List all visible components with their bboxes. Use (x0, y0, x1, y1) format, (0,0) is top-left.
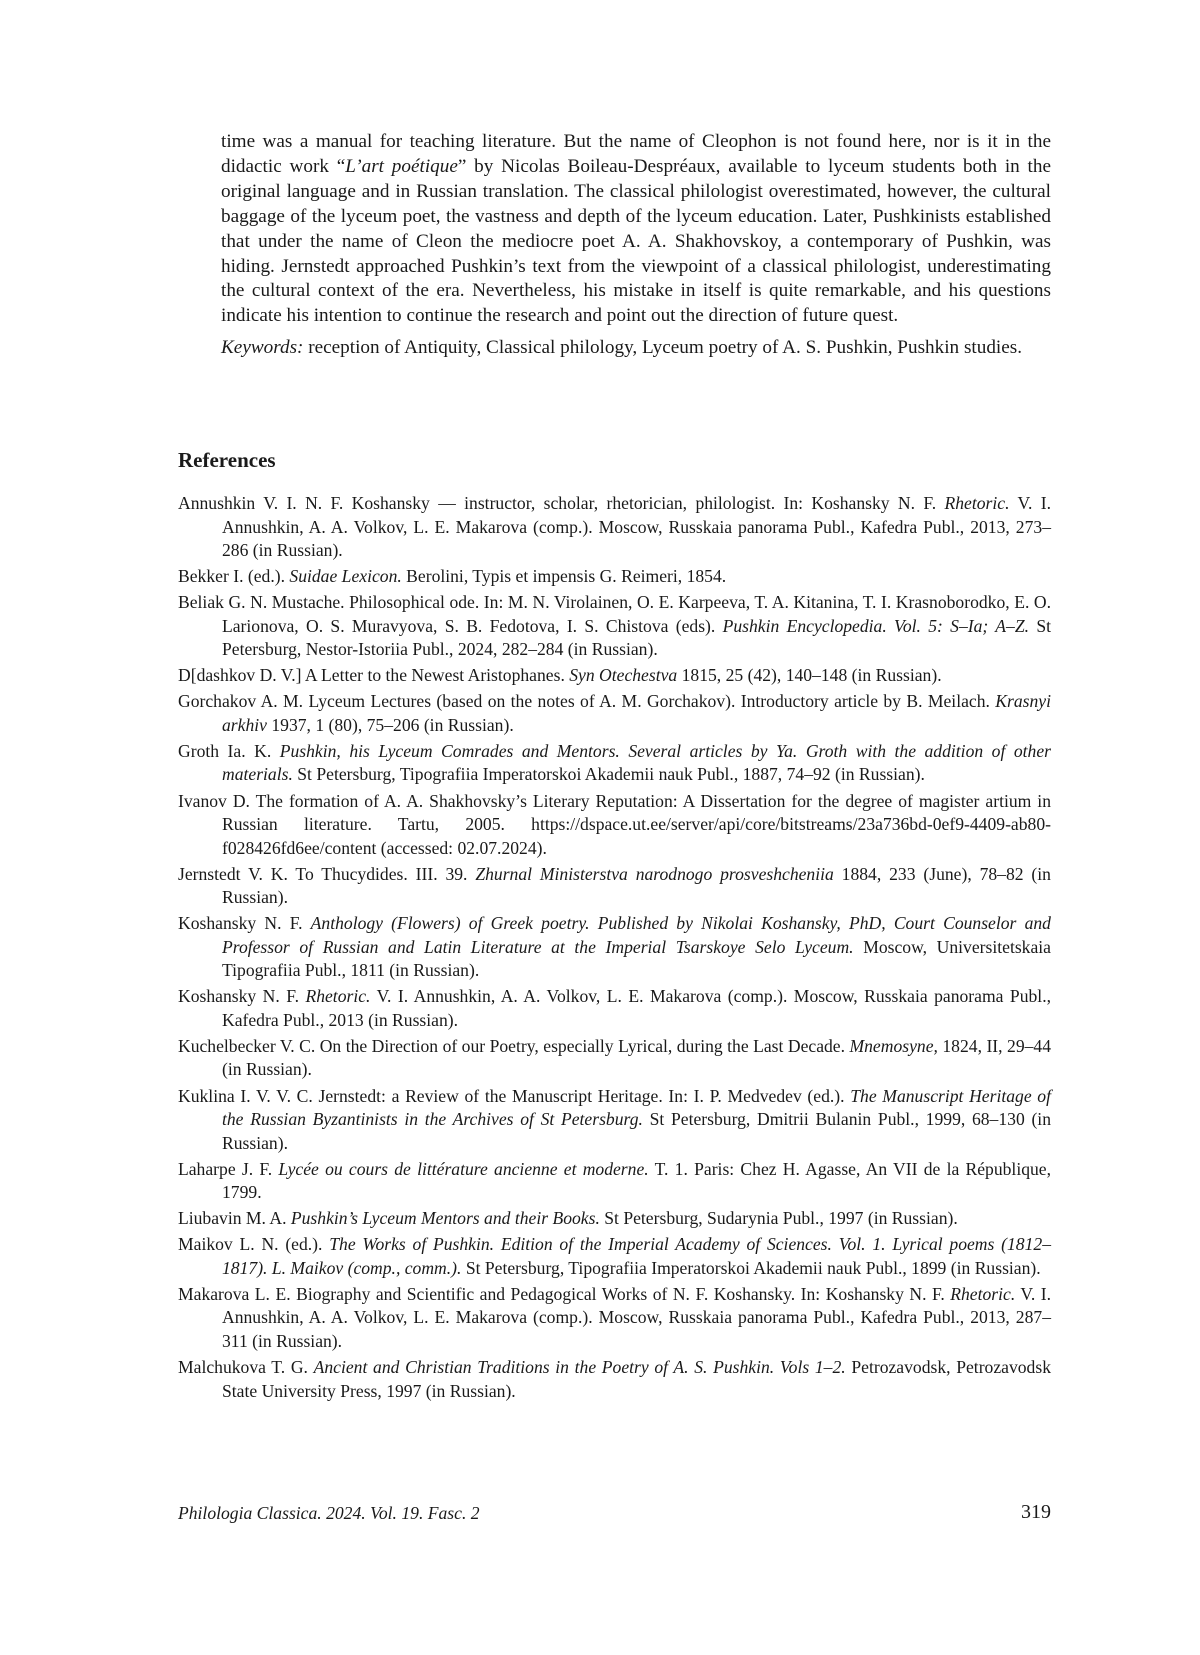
abstract-text-part2: ” by Nicolas Boileau-Despréaux, available to lyceum students both in the original language and in Russian translation. The classical philologist overestimated, however, the cultural baggage of the lyceum poet, the vastness and depth of the lyceum education. Later, Pushkinists established that under the name of Cleon the mediocre poet A. A. Shakhovskoy, a contemporary of Pushkin, was hiding. Jernstedt approached Pushkin’s text from the viewpoint of a classical philologist, underestimating the cultural context of the era. Nevertheless, his mistake in itself is quite remarkable, and his questions indicate his intention to continue the research and point out the direction of future quest. (221, 155, 1052, 327)
reference-item (178, 565, 1051, 589)
reference-publication: St Petersburg, Sudarynia Publ., 1997 (in Russian). (599, 1208, 958, 1229)
reference-title: Krasnyi arkhiv (222, 691, 1051, 735)
reference-publication: Petrozavodsk, Petrozavodsk State University Press, 1997 (in Russian). (222, 1357, 1052, 1401)
reference-item (178, 912, 1051, 983)
reference-text: D[dashkov D. V.] A Letter to the Newest Aristophanes. (178, 665, 570, 686)
reference-text: Kuklina I. V. V. C. Jernstedt: a Review of the Manuscript Heritage. In: I. P. Medvedev (ed.). (178, 1085, 851, 1106)
reference-text: Malchukova T. G. (178, 1357, 314, 1377)
reference-title: Syn Otechestva (569, 665, 678, 686)
reference-title: The Works of Pushkin. Edition of the Imperial Academy of Sciences. Vol. 1. Lyrical poems (1812–1817). L. Maikov (comp., comm.). (222, 1234, 1051, 1278)
reference-title: Rhetoric. (944, 493, 1010, 513)
reference-title: Zhurnal Ministerstva narodnogo prosveshcheniia (475, 863, 834, 884)
reference-item (178, 492, 1051, 563)
reference-item (178, 863, 1051, 910)
page-number: 319 (1021, 1501, 1051, 1523)
reference-item (178, 1207, 1051, 1231)
reference-text: Koshansky N. F. (178, 913, 311, 934)
reference-item (178, 740, 1051, 787)
reference-publication: 1884, 233 (June), 78–82 (in Russian). (222, 863, 1051, 908)
reference-publication: V. I. Annushkin, A. A. Volkov, L. E. Makarova (comp.). Moscow, Russkaia panorama Publ., Kafedra Publ., 2013 (in Russian). (222, 986, 1051, 1030)
reference-title: Rhetoric. (950, 1283, 1016, 1304)
abstract-text-part1: time was a manual for teaching literature. But the name of Cleophon is not found here, nor is it in the didactic work “ (221, 131, 1051, 177)
keywords-line (221, 336, 1051, 361)
reference-publication: 1937, 1 (80), 75–206 (in Russian). (266, 714, 514, 735)
abstract-continuation (221, 130, 1051, 361)
reference-publication: St Petersburg, Tipografiia Imperatorskoi Akademii nauk Publ., 1899 (in Russian). (461, 1257, 1041, 1278)
running-footer-journal: Philologia Classica. 2024. Vol. 19. Fasc. 2 (178, 1503, 480, 1523)
reference-item (178, 1283, 1051, 1354)
references-heading: References (178, 448, 276, 472)
reference-publication: Moscow, Universitetskaia Tipografiia Publ., 1811 (in Russian). (222, 936, 1051, 981)
reference-publication: St Petersburg, Dmitrii Bulanin Publ., 1999, 68–130 (in Russian). (222, 1109, 1051, 1153)
reference-title: The Manuscript Heritage of the Russian Byzantinists in the Archives of St Petersburg. (222, 1085, 1051, 1130)
reference-text: Bekker I. (ed.). (178, 566, 290, 587)
reference-item (178, 790, 1051, 861)
reference-item (178, 1233, 1051, 1280)
reference-text: Maikov L. N. (ed.). (178, 1234, 330, 1255)
reference-title: Pushkin’s Lyceum Mentors and their Books. (290, 1208, 600, 1229)
reference-text: Groth Ia. K. (178, 740, 280, 761)
abstract-work-title: L’art poétique (345, 155, 458, 177)
reference-item (178, 690, 1051, 737)
reference-item (178, 1035, 1051, 1082)
reference-title: Suidae Lexicon. (289, 566, 402, 587)
reference-text: Gorchakov A. M. Lyceum Lectures (based on the notes of A. M. Gorchakov). Introductory article by B. Meilach. (178, 691, 996, 712)
reference-text: Ivanov D. The formation of A. A. Shakhovsky’s Literary Reputation: A Dissertation for the degree of magister artium in Russian literature. Tartu, 2005. https://dspace.ut.ee/server/api/core/bitstreams/23a736bd-0ef9-4409-ab80-f028426fd6ee/content (accessed: 02.07.2024). (178, 790, 1051, 858)
reference-title: Mnemosyne, (849, 1035, 938, 1056)
reference-item (178, 1158, 1051, 1205)
reference-text: Liubavin M. A. (178, 1208, 291, 1229)
reference-item (178, 664, 1051, 688)
reference-text: Beliak G. N. Mustache. Philosophical ode. In: M. N. Virolainen, O. E. Karpeeva, T. A. Kitanina, T. I. Krasnoborodko, E. O. Larionova, O. S. Muravyova, S. B. Fedotova, I. S. Chistova (eds). (178, 592, 1051, 636)
reference-publication: T. 1. Paris: Chez H. Agasse, An VII de la République, 1799. (222, 1158, 1052, 1203)
reference-text: Jernstedt V. K. To Thucydides. III. 39. (178, 863, 476, 884)
reference-text: Koshansky N. F. (178, 986, 306, 1007)
reference-text: Kuchelbecker V. C. On the Direction of our Poetry, especially Lyrical, during the Last Decade. (178, 1035, 850, 1056)
reference-item (178, 591, 1051, 662)
reference-publication: St Petersburg, Tipografiia Imperatorskoi Akademii nauk Publ., 1887, 74–92 (in Russian). (292, 764, 925, 785)
reference-title: Anthology (Flowers) of Greek poetry. Published by Nikolai Koshansky, PhD, Court Counselor and Professor of Russian and Latin Literature at the Imperial Tsarskoye Selo Lyceum. (222, 913, 1051, 957)
reference-item (178, 1356, 1051, 1403)
reference-publication: 1815, 25 (42), 140–148 (in Russian). (677, 665, 942, 686)
reference-item (178, 1085, 1051, 1156)
reference-title: Ancient and Christian Traditions in the Poetry of A. S. Pushkin. Vols 1–2. (313, 1357, 846, 1377)
reference-title: Rhetoric. (305, 986, 371, 1007)
keywords-text: reception of Antiquity, Classical philology, Lyceum poetry of A. S. Pushkin, Pushkin studies. (303, 337, 1023, 359)
keywords-label: Keywords: (221, 337, 304, 359)
reference-publication: 1824, II, 29–44 (in Russian). (222, 1035, 1052, 1080)
references-list (178, 492, 1051, 1406)
reference-item (178, 985, 1051, 1032)
reference-publication: V. I. Annushkin, A. A. Volkov, L. E. Makarova (comp.). Moscow, Russkaia panorama Publ., Kafedra Publ., 2013, 287–311 (in Russian). (222, 1283, 1051, 1351)
reference-title: Pushkin, his Lyceum Comrades and Mentors. Several articles by Ya. Groth with the addition of other materials. (222, 740, 1051, 785)
reference-title: Pushkin Encyclopedia. Vol. 5: S–Ia; A–Z. (722, 615, 1030, 636)
abstract-paragraph (221, 130, 1051, 329)
reference-publication: Berolini, Typis et impensis G. Reimeri, 1854. (401, 566, 727, 587)
reference-text: Annushkin V. I. N. F. Koshansky — instructor, scholar, rhetorician, philologist. In: Koshansky N. F. (178, 493, 945, 513)
reference-title: Lycée ou cours de littérature ancienne et moderne. (278, 1158, 649, 1179)
reference-text: Laharpe J. F. (178, 1158, 279, 1179)
reference-publication: St Petersburg, Nestor-Istoriia Publ., 2024, 282–284 (in Russian). (222, 615, 1051, 660)
reference-publication: V. I. Annushkin, A. A. Volkov, L. E. Makarova (comp.). Moscow, Russkaia panorama Publ., Kafedra Publ., 2013, 273–286 (in Russian). (222, 493, 1051, 560)
reference-text: Makarova L. E. Biography and Scientific and Pedagogical Works of N. F. Koshansky. In: Koshansky N. F. (178, 1283, 951, 1304)
